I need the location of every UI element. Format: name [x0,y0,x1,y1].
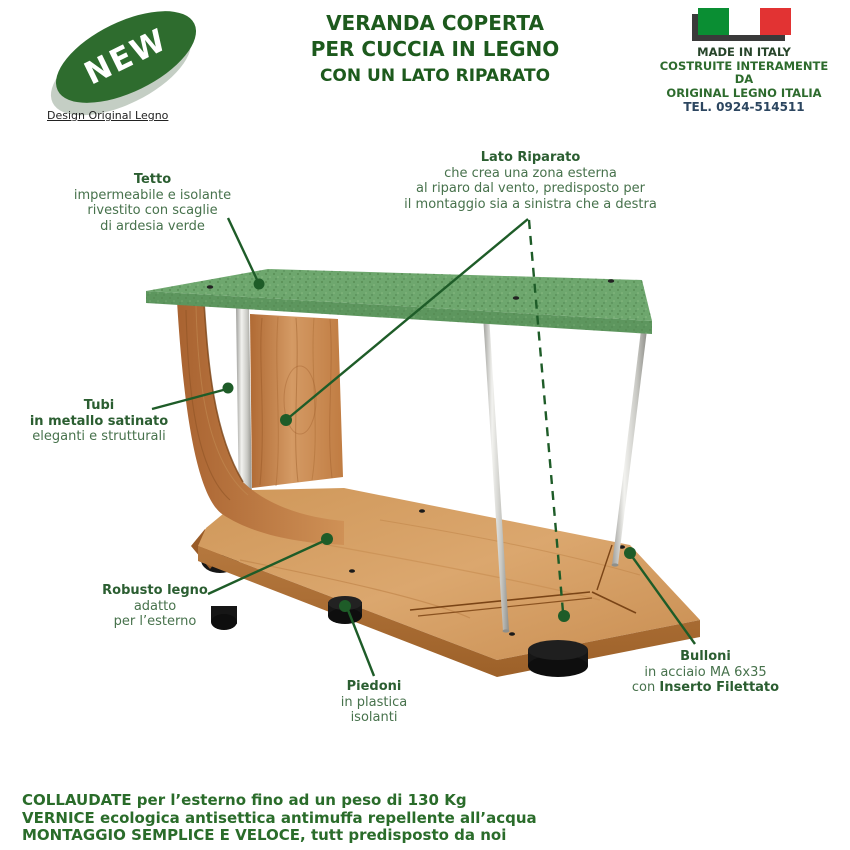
tetto-line-2: rivestito con scaglie [87,203,218,218]
bolt-hole [349,569,355,573]
bulloni-line-2-prefix: con [631,680,660,695]
new-badge-label: NEW [78,21,174,93]
footer-line-2: VERNICE ecologica antisettica antimuffa repellente all’acqua [22,808,537,827]
tetto-title: Tetto [133,172,172,187]
right-tube-rear [612,330,648,567]
sheltered-wall-panel [250,314,343,488]
new-badge-oval [42,0,209,122]
foot-front-right [528,640,588,677]
made-in-italy-block [638,8,850,114]
costruite-text: COSTRUITE INTERAMENTE [659,58,829,73]
lato-riparato-line-1: che crea una zona esterna [444,165,617,181]
bulloni-line-1: in acciaio MA 6x35 [644,664,767,680]
made-in-italy-text: MADE IN ITALY [697,45,791,59]
title-line-1: VERANDA COPERTA [326,11,544,35]
footer-claims [22,792,537,845]
da-text: DA [734,72,754,86]
telephone-number: TEL. 0924-514511 [683,100,805,114]
robusto-legno-title: Robusto legno [102,583,208,598]
new-badge [22,2,232,122]
annotation-robusto-legno [70,583,240,630]
tubi-line-1: in metallo satinato [29,413,169,429]
roof-bolt-hole [207,285,213,289]
title-line-3: CON UN LATO RIPARATO [319,66,551,86]
bulloni-line-2-bold: Inserto Filettato [659,680,780,695]
robusto-legno-line-2: per l’esterno [113,614,197,629]
bulloni-title: Bulloni [680,649,731,664]
footer-line-3: MONTAGGIO SEMPLICE E VELOCE, tutt predisposto da noi [22,826,507,844]
annotation-tetto [55,172,250,234]
annotation-lato-riparato [378,150,683,212]
italy-flag-icon [698,8,791,35]
tubi-line-2: eleganti e strutturali [32,429,166,444]
lato-riparato-title: Lato Riparato [480,150,581,165]
footer-line-1: COLLAUDATE per l’esterno fino ad un peso di 130 Kg [22,791,467,809]
piedoni-line-2: isolanti [350,710,398,725]
annotation-piedoni [308,679,440,726]
page-title [270,10,600,88]
annotation-bulloni [608,649,803,696]
annotation-tubi [18,398,180,445]
flag-white-stripe [729,8,760,35]
lato-riparato-line-3: il montaggio sia a sinistra che a destra [404,196,657,212]
roof-bolt-hole [513,296,519,300]
tubi-title: Tubi [83,398,115,413]
tetto-line-3: di ardesia verde [100,218,205,234]
tetto-line-1: impermeabile e isolante [73,187,232,203]
roof-panel [146,269,652,334]
design-original-legno-link[interactable]: Design Original Legno [47,109,169,122]
bolt-hole [509,632,515,636]
roof-bolt-hole [608,279,614,283]
original-legno-italia-text: ORIGINAL LEGNO ITALIA [666,85,822,100]
title-line-2: PER CUCCIA IN LEGNO [310,37,560,61]
bolt-hole [419,509,425,513]
robusto-legno-line-1: adatto [133,598,177,614]
lato-riparato-line-2: al riparo dal vento, predisposto per [416,181,645,196]
piedoni-line-1: in plastica [340,694,408,710]
piedoni-title: Piedoni [346,679,402,694]
bulloni-line-2 [608,680,803,696]
flag-red-stripe [760,8,791,35]
flag-green-stripe [698,8,729,35]
